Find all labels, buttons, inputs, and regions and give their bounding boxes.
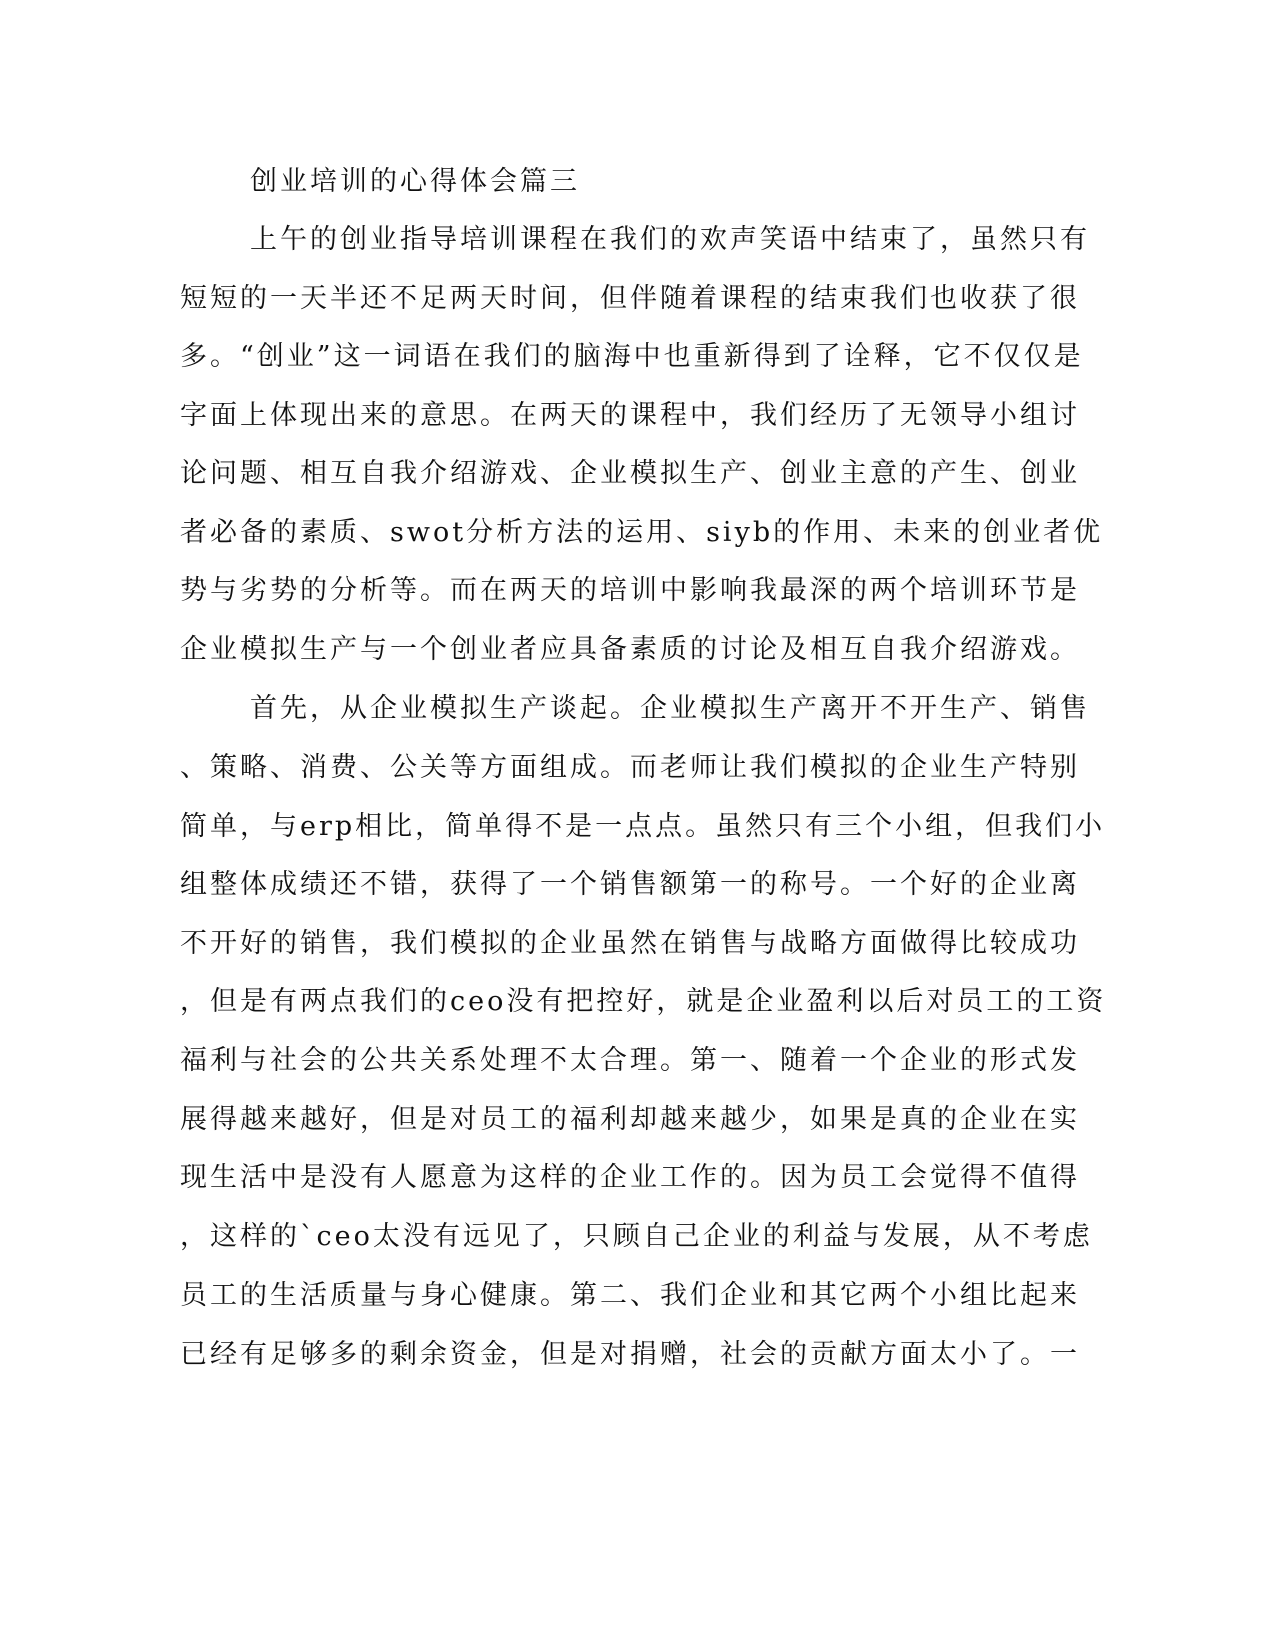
paragraph-line: ，但是有两点我们的ceo没有把控好，就是企业盈利以后对员工的工资 (180, 986, 1107, 1017)
paragraph-line: ，这样的`ceo太没有远见了，只顾自己企业的利益与发展，从不考虑 (180, 1221, 1093, 1252)
paragraph-line: 不开好的销售，我们模拟的企业虽然在销售与战略方面做得比较成功 (180, 928, 1080, 959)
paragraph-line: 展得越来越好，但是对员工的福利却越来越少，如果是真的企业在实 (180, 1104, 1080, 1135)
paragraph-line: 上午的创业指导培训课程在我们的欢声笑语中结束了，虽然只有 (250, 224, 1090, 255)
paragraph-line: 论问题、相互自我介绍游戏、企业模拟生产、创业主意的产生、创业 (180, 458, 1080, 489)
paragraph-line: 企业模拟生产与一个创业者应具备素质的讨论及相互自我介绍游戏。 (180, 634, 1080, 665)
paragraph-line: 、策略、消费、公关等方面组成。而老师让我们模拟的企业生产特别 (180, 752, 1080, 783)
document-title: 创业培训的心得体会篇三 (250, 166, 580, 197)
paragraph-line: 势与劣势的分析等。而在两天的培训中影响我最深的两个培训环节是 (180, 575, 1080, 606)
paragraph-line: 简单，与erp相比，简单得不是一点点。虽然只有三个小组，但我们小 (180, 811, 1106, 842)
paragraph-line: 多。“创业”这一词语在我们的脑海中也重新得到了诠释，它不仅仅是 (180, 341, 1084, 372)
paragraph-line: 福利与社会的公共关系处理不太合理。第一、随着一个企业的形式发 (180, 1045, 1080, 1076)
paragraph-line: 现生活中是没有人愿意为这样的企业工作的。因为员工会觉得不值得 (180, 1162, 1080, 1193)
paragraph-line: 组整体成绩还不错，获得了一个销售额第一的称号。一个好的企业离 (180, 869, 1080, 900)
paragraph-line: 字面上体现出来的意思。在两天的课程中，我们经历了无领导小组讨 (180, 400, 1080, 431)
paragraph-line: 已经有足够多的剩余资金，但是对捐赠，社会的贡献方面太小了。一 (180, 1339, 1080, 1370)
paragraph-line: 者必备的素质、swot分析方法的运用、siyb的作用、未来的创业者优 (180, 517, 1104, 548)
paragraph-line: 员工的生活质量与身心健康。第二、我们企业和其它两个小组比起来 (180, 1280, 1080, 1311)
paragraph-line: 短短的一天半还不足两天时间，但伴随着课程的结束我们也收获了很 (180, 283, 1080, 314)
paragraph-line: 首先，从企业模拟生产谈起。企业模拟生产离开不开生产、销售 (250, 693, 1090, 724)
